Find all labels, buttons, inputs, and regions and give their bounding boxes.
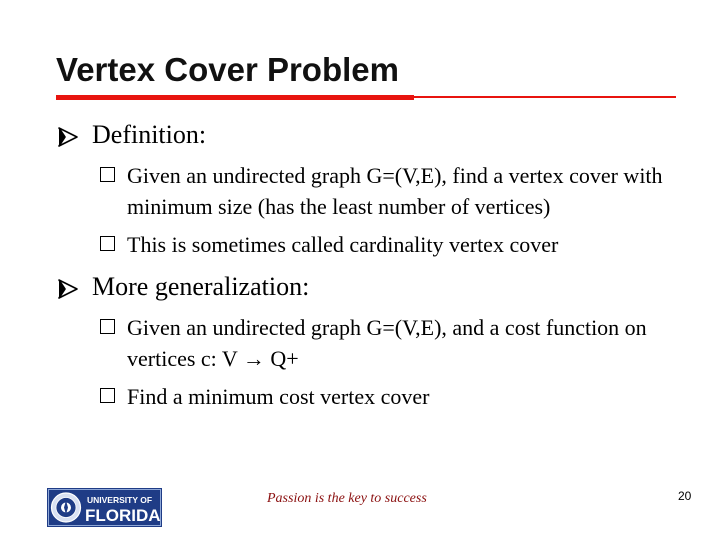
bullet-list — [56, 160, 696, 260]
section-heading-generalization — [56, 270, 696, 304]
logo-university-of: UNIVERSITY OF — [87, 495, 153, 505]
section-heading-label: Definition: — [92, 120, 207, 149]
slide-body — [56, 118, 696, 422]
list-item-text: Given an undirected graph G=(V,E), and a cost function on vertices c: V → Q+ — [127, 315, 647, 371]
list-item-text: Find a minimum cost vertex cover — [127, 384, 430, 409]
title-underline-accent — [56, 95, 414, 100]
bullet-list — [56, 312, 696, 412]
list-item — [56, 160, 696, 222]
slide-number: 20 — [678, 489, 692, 503]
checkbox-bullet-icon — [100, 236, 115, 251]
list-item-text: This is sometimes called cardinality vertex cover — [127, 232, 559, 257]
list-item — [56, 229, 696, 260]
list-item-text: Given an undirected graph G=(V,E), find a vertex cover with minimum size (has the least number of vertices) — [127, 163, 663, 219]
list-item — [56, 312, 696, 374]
arrowhead-bullet-icon — [56, 270, 86, 304]
list-item — [56, 381, 696, 412]
checkbox-bullet-icon — [100, 388, 115, 403]
footer-tagline: Passion is the key to success — [267, 491, 427, 506]
section-heading-label: More generalization: — [92, 272, 310, 301]
university-logo — [47, 488, 162, 527]
section-heading-definition — [56, 118, 696, 152]
checkbox-bullet-icon — [100, 319, 115, 334]
checkbox-bullet-icon — [100, 167, 115, 182]
arrowhead-bullet-icon — [56, 118, 86, 152]
university-seal-icon — [52, 493, 81, 522]
slide-title: Vertex Cover Problem — [56, 51, 399, 88]
logo-florida: FLORIDA — [85, 506, 161, 525]
